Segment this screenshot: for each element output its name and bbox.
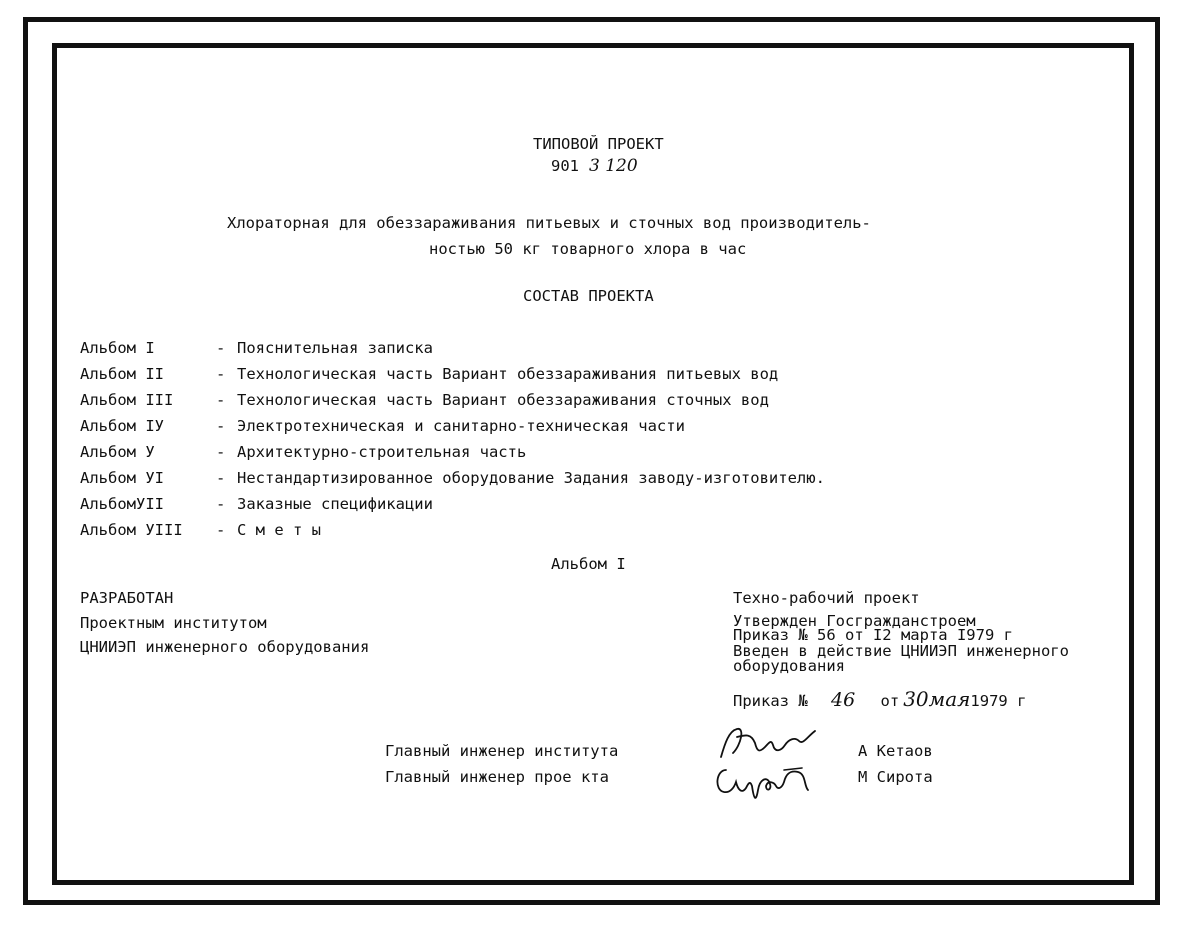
approval-line5: оборудования <box>733 657 845 675</box>
album-description: Пояснительная записка <box>237 339 433 357</box>
album-name: Альбом УIII <box>80 521 183 539</box>
order-line <box>733 687 1027 711</box>
order-date-handwritten: 30мая <box>903 687 971 711</box>
approval-line4: Введен в действие ЦНИИЭП инженерного <box>733 642 1069 660</box>
album-description: С м е т ы <box>237 521 321 539</box>
signature-project <box>712 760 822 802</box>
album-name: Альбом У <box>80 443 155 461</box>
album-description: Архитектурно-строительная часть <box>237 443 527 461</box>
project-description-line1: Хлораторная для обеззараживания питьевых и сточных вод производитель- <box>227 214 871 232</box>
album-name: Альбом УI <box>80 469 164 487</box>
album-name: Альбом IУ <box>80 417 164 435</box>
order-from: от <box>880 692 900 710</box>
project-number-prefix: 901 <box>551 157 579 175</box>
album-name: АльбомУII <box>80 495 164 513</box>
approval-line3: Приказ № 56 от I2 марта I979 г <box>733 626 1013 644</box>
project-description-line2: ностью 50 кг товарного хлора в час <box>429 240 747 258</box>
chief-engineer-project-title: Главный инженер прое кта <box>385 768 609 786</box>
order-number: 46 <box>831 689 856 711</box>
album-dash: - <box>216 391 226 409</box>
developer-line2: ЦНИИЭП инженерного оборудования <box>80 638 370 656</box>
album-description: Заказные спецификации <box>237 495 433 513</box>
album-dash: - <box>216 495 226 513</box>
chief-engineer-institute-title: Главный инженер института <box>385 742 619 760</box>
album-description: Технологическая часть Вариант обеззараживания сточных вод <box>237 391 769 409</box>
project-number <box>551 157 638 175</box>
album-name: Альбом III <box>80 391 174 409</box>
album-name: Альбом I <box>80 339 155 357</box>
album-description: Нестандартизированное оборудование Задания заводу-изготовителю. <box>237 469 825 487</box>
developer-label: РАЗРАБОТАН <box>80 589 174 607</box>
album-dash: - <box>216 521 226 539</box>
order-label: Приказ № <box>733 692 808 710</box>
developer-line1: Проектным институтом <box>80 614 267 632</box>
project-number-handwritten: 3 120 <box>589 156 638 176</box>
album-dash: - <box>216 443 226 461</box>
approval-line2: Утвержден Госгражданстроем <box>733 612 976 630</box>
album-dash: - <box>216 365 226 383</box>
album-description: Технологическая часть Вариант обеззараживания питьевых вод <box>237 365 779 383</box>
current-album-label: Альбом I <box>551 555 626 573</box>
approval-line1: Техно-рабочий проект <box>733 589 920 607</box>
album-description: Электротехническая и санитарно-техническая части <box>237 417 685 435</box>
album-dash: - <box>216 339 226 357</box>
order-year: 1979 г <box>970 692 1027 710</box>
album-dash: - <box>216 417 226 435</box>
chief-engineer-institute-name: А Кетаов <box>858 742 933 760</box>
signature-institute <box>715 723 825 765</box>
chief-engineer-project-name: М Сирота <box>858 768 933 786</box>
project-type-title: ТИПОВОЙ ПРОЕКТ <box>533 135 664 153</box>
album-name: Альбом II <box>80 365 164 383</box>
composition-title: СОСТАВ ПРОЕКТА <box>523 287 654 305</box>
album-dash: - <box>216 469 226 487</box>
